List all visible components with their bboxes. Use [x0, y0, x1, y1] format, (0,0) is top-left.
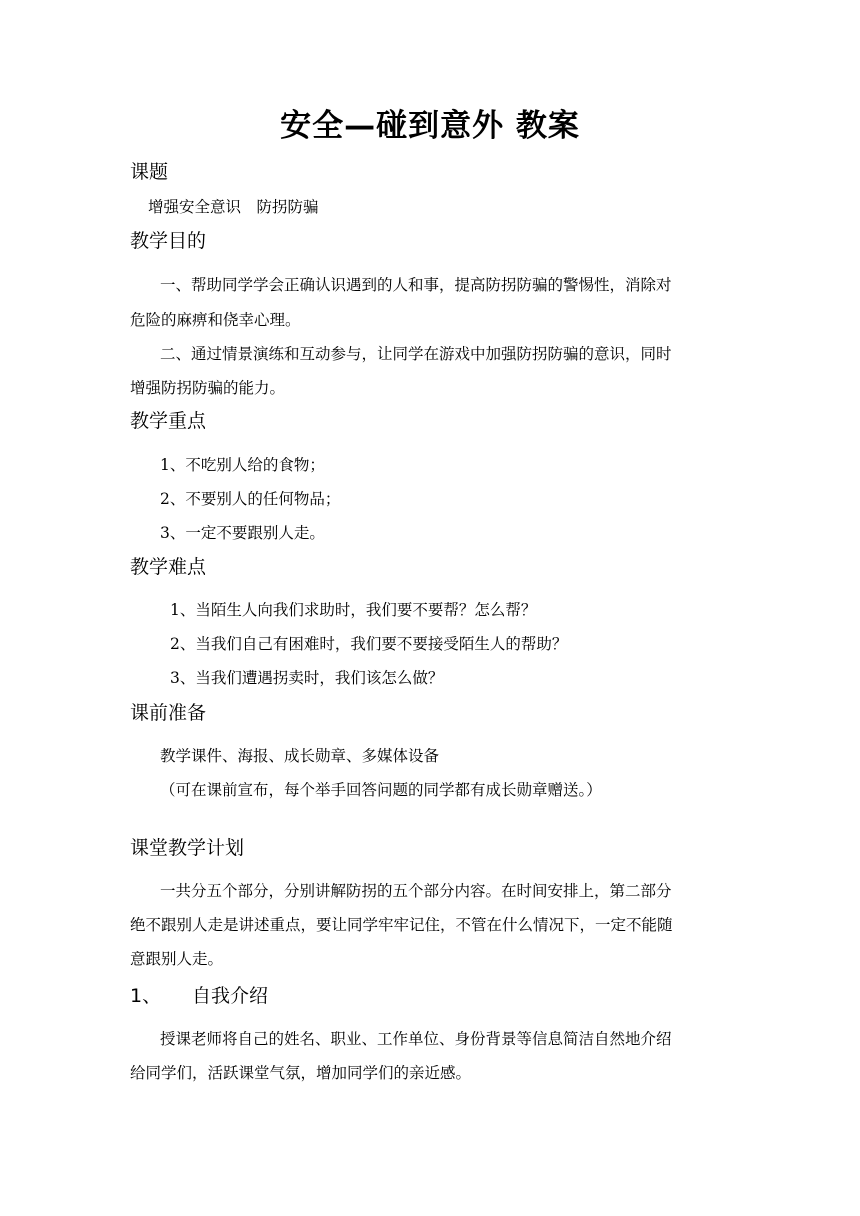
plan-heading: 课堂教学计划	[130, 837, 245, 859]
objective-2-line-2: 增强防拐防骗的能力。	[130, 379, 286, 397]
topic-heading: 课题	[130, 161, 169, 183]
key-point-item: 3、一定不要跟别人走。	[160, 524, 325, 542]
document-title: 安全—碰到意外 教案	[280, 108, 580, 144]
plan-line-3: 意跟别人走。	[130, 950, 224, 968]
difficulties-heading: 教学难点	[130, 556, 207, 578]
objective-1-line-2: 危险的麻痹和侥幸心理。	[130, 311, 301, 329]
topic-text: 增强安全意识 防拐防骗	[148, 198, 319, 216]
plan-line-1: 一共分五个部分，分别讲解防拐的五个部分内容。在时间安排上，第二部分	[160, 882, 672, 900]
section-1-number: 1、	[130, 985, 162, 1007]
objective-2-line-1: 二、通过情景演练和互动参与，让同学在游戏中加强防拐防骗的意识，同时	[160, 345, 672, 363]
section-1-line-2: 给同学们，活跃课堂气氛，增加同学们的亲近感。	[130, 1064, 472, 1082]
objective-1-line-1: 一、帮助同学学会正确认识遇到的人和事，提高防拐防骗的警惕性，消除对	[160, 276, 672, 294]
key-points-heading: 教学重点	[130, 410, 207, 432]
difficulty-item: 1、当陌生人向我们求助时，我们要不要帮？怎么帮？	[170, 601, 537, 619]
objectives-heading: 教学目的	[130, 230, 207, 252]
key-point-item: 1、不吃别人给的食物；	[160, 456, 325, 474]
plan-line-2: 绝不跟别人走是讲述重点，要让同学牢牢记住，不管在什么情况下，一定不能随	[130, 916, 673, 934]
preparation-heading: 课前准备	[130, 702, 207, 724]
section-1-heading: 自我介绍	[192, 985, 269, 1007]
preparation-line-2: （可在课前宣布，每个举手回答问题的同学都有成长勋章赠送。）	[160, 781, 602, 799]
difficulty-item: 2、当我们自己有困难时，我们要不要接受陌生人的帮助？	[170, 635, 568, 653]
preparation-line-1: 教学课件、海报、成长勋章、多媒体设备	[160, 747, 440, 765]
difficulty-item: 3、当我们遭遇拐卖时，我们该怎么做？	[170, 669, 444, 687]
key-point-item: 2、不要别人的任何物品；	[160, 490, 341, 508]
section-1-line-1: 授课老师将自己的姓名、职业、工作单位、身份背景等信息简洁自然地介绍	[160, 1030, 672, 1048]
